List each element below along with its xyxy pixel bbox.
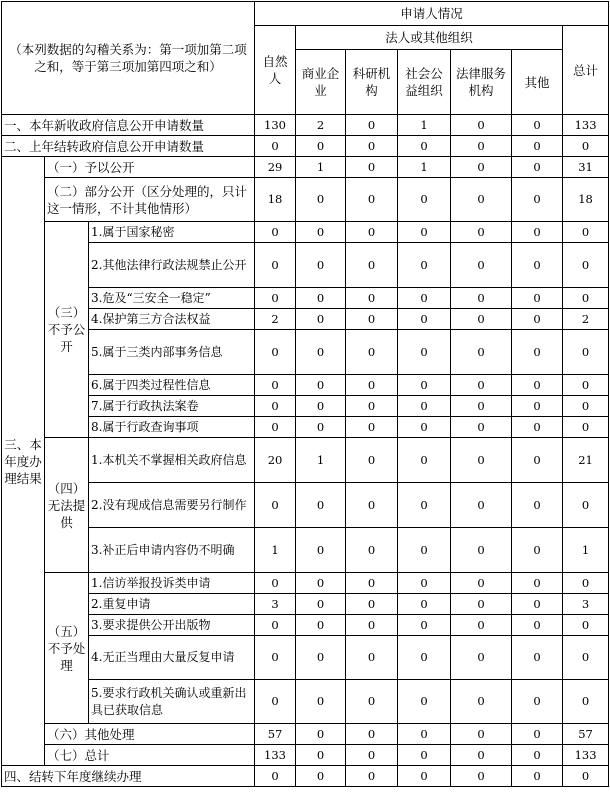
group-5-label: （五）不予处理: [45, 573, 89, 724]
value-cell: 0: [296, 483, 346, 528]
table-row: [2, 745, 609, 766]
value-cell: 0: [563, 136, 609, 157]
value-cell: 0: [512, 136, 563, 157]
group-3-label: （三）不予公开: [45, 222, 89, 438]
row-label: 1.属于国家秘密: [89, 222, 255, 243]
value-cell: 0: [296, 528, 346, 573]
row-label: 1.本机关不掌握相关政府信息: [89, 438, 255, 483]
value-cell: 0: [451, 594, 512, 615]
value-cell: 0: [563, 417, 609, 438]
value-cell: 0: [398, 309, 451, 330]
value-cell: 0: [512, 724, 563, 745]
value-cell: 0: [255, 136, 296, 157]
table-row: [2, 417, 609, 438]
value-cell: 0: [398, 766, 451, 787]
row-label: 3.要求提供公开出版物: [89, 615, 255, 636]
table-row: [2, 222, 609, 243]
value-cell: 0: [398, 375, 451, 396]
value-cell: 0: [563, 222, 609, 243]
value-cell: 0: [296, 330, 346, 375]
value-cell: 0: [296, 243, 346, 288]
value-cell: 0: [512, 288, 563, 309]
value-cell: 0: [255, 680, 296, 724]
value-cell: 21: [563, 438, 609, 483]
table-row: [2, 528, 609, 573]
header-applicant-situation: 申请人情况: [255, 2, 609, 26]
value-cell: 0: [296, 680, 346, 724]
value-cell: 0: [451, 438, 512, 483]
value-cell: 57: [563, 724, 609, 745]
value-cell: 0: [346, 724, 398, 745]
value-cell: 0: [346, 483, 398, 528]
value-cell: 133: [255, 745, 296, 766]
value-cell: 0: [346, 136, 398, 157]
value-cell: 0: [346, 573, 398, 594]
value-cell: 0: [451, 178, 512, 222]
value-cell: 0: [296, 136, 346, 157]
value-cell: 0: [255, 330, 296, 375]
header-col-legal-service: 法律服务机构: [451, 50, 512, 115]
value-cell: 1: [398, 157, 451, 178]
table-row: [2, 680, 609, 724]
value-cell: 0: [512, 766, 563, 787]
header-total: 总计: [563, 26, 609, 115]
value-cell: 0: [563, 615, 609, 636]
table-row: [2, 396, 609, 417]
value-cell: 133: [563, 115, 609, 136]
table-row: [2, 636, 609, 680]
value-cell: 2: [255, 309, 296, 330]
value-cell: 0: [255, 766, 296, 787]
value-cell: 0: [512, 243, 563, 288]
row-label: 5.属于三类内部事务信息: [89, 330, 255, 375]
value-cell: 0: [398, 243, 451, 288]
value-cell: 0: [512, 573, 563, 594]
value-cell: 0: [512, 528, 563, 573]
row-label: 4.无正当理由大量反复申请: [89, 636, 255, 680]
value-cell: 0: [398, 573, 451, 594]
value-cell: 0: [255, 222, 296, 243]
row-label: （七）总计: [45, 745, 255, 766]
section-3-label: 三、本年度办理结果: [2, 157, 45, 766]
value-cell: 0: [563, 680, 609, 724]
row-label: 5.要求行政机关确认或重新出具已获取信息: [89, 680, 255, 724]
value-cell: 0: [451, 417, 512, 438]
value-cell: 18: [255, 178, 296, 222]
value-cell: 0: [255, 636, 296, 680]
value-cell: 0: [346, 417, 398, 438]
value-cell: 0: [398, 417, 451, 438]
value-cell: 0: [451, 766, 512, 787]
row-label: 2.其他法律行政法规禁止公开: [89, 243, 255, 288]
row-label: 二、上年结转政府信息公开申请数量: [2, 136, 255, 157]
value-cell: 31: [563, 157, 609, 178]
value-cell: 0: [451, 115, 512, 136]
value-cell: 0: [398, 594, 451, 615]
value-cell: 0: [296, 309, 346, 330]
value-cell: 18: [563, 178, 609, 222]
value-cell: 0: [512, 222, 563, 243]
value-cell: 29: [255, 157, 296, 178]
value-cell: 0: [451, 724, 512, 745]
row-label: 一、本年新收政府信息公开申请数量: [2, 115, 255, 136]
value-cell: 0: [512, 396, 563, 417]
value-cell: 0: [512, 483, 563, 528]
row-label: 1.信访举报投诉类申请: [89, 573, 255, 594]
value-cell: 0: [346, 680, 398, 724]
value-cell: 0: [398, 615, 451, 636]
value-cell: 0: [451, 222, 512, 243]
value-cell: 0: [296, 288, 346, 309]
value-cell: 0: [451, 375, 512, 396]
header-col-other: 其他: [512, 50, 563, 115]
value-cell: 0: [398, 288, 451, 309]
value-cell: 0: [346, 438, 398, 483]
value-cell: 1: [563, 528, 609, 573]
header-col-public-welfare: 社会公益组织: [398, 50, 451, 115]
value-cell: 0: [451, 615, 512, 636]
value-cell: 0: [451, 680, 512, 724]
value-cell: 0: [346, 745, 398, 766]
value-cell: 0: [296, 766, 346, 787]
header-col-research: 科研机构: [346, 50, 398, 115]
group-4-label: （四）无法提供: [45, 438, 89, 573]
value-cell: 0: [346, 243, 398, 288]
row-label: 7.属于行政执法案卷: [89, 396, 255, 417]
value-cell: 0: [563, 330, 609, 375]
row-label: 2.重复申请: [89, 594, 255, 615]
value-cell: 57: [255, 724, 296, 745]
value-cell: 20: [255, 438, 296, 483]
value-cell: 2: [296, 115, 346, 136]
value-cell: 0: [255, 375, 296, 396]
value-cell: 0: [398, 745, 451, 766]
value-cell: 0: [255, 396, 296, 417]
value-cell: 0: [255, 573, 296, 594]
value-cell: 0: [296, 724, 346, 745]
value-cell: 0: [398, 330, 451, 375]
value-cell: 0: [255, 615, 296, 636]
value-cell: 0: [451, 243, 512, 288]
table-row: [2, 724, 609, 745]
value-cell: 0: [346, 222, 398, 243]
value-cell: 0: [346, 594, 398, 615]
value-cell: 0: [563, 288, 609, 309]
value-cell: 0: [346, 636, 398, 680]
value-cell: 0: [296, 594, 346, 615]
value-cell: 0: [296, 615, 346, 636]
value-cell: 0: [346, 528, 398, 573]
value-cell: 0: [563, 766, 609, 787]
value-cell: 0: [398, 483, 451, 528]
value-cell: 0: [255, 483, 296, 528]
value-cell: 0: [398, 178, 451, 222]
value-cell: 0: [398, 724, 451, 745]
row-label: 3.危及“三安全一稳定”: [89, 288, 255, 309]
value-cell: 0: [346, 115, 398, 136]
value-cell: 0: [451, 636, 512, 680]
value-cell: 0: [512, 178, 563, 222]
value-cell: 0: [346, 157, 398, 178]
value-cell: 0: [512, 309, 563, 330]
value-cell: 0: [346, 288, 398, 309]
row-label: 6.属于四类过程性信息: [89, 375, 255, 396]
value-cell: 0: [296, 396, 346, 417]
value-cell: 0: [563, 396, 609, 417]
table-row: [2, 136, 609, 157]
value-cell: 0: [512, 745, 563, 766]
value-cell: 0: [296, 745, 346, 766]
row-label: （六）其他处理: [45, 724, 255, 745]
value-cell: 0: [451, 157, 512, 178]
table-row: [2, 115, 609, 136]
value-cell: 0: [296, 636, 346, 680]
value-cell: 0: [398, 636, 451, 680]
value-cell: 0: [512, 330, 563, 375]
value-cell: 0: [512, 438, 563, 483]
value-cell: 0: [451, 396, 512, 417]
value-cell: 0: [296, 178, 346, 222]
value-cell: 0: [563, 636, 609, 680]
value-cell: 130: [255, 115, 296, 136]
value-cell: 1: [398, 115, 451, 136]
row-label: 四、结转下年度继续办理: [2, 766, 255, 787]
table-row: [2, 766, 609, 787]
value-cell: 0: [296, 222, 346, 243]
value-cell: 0: [346, 615, 398, 636]
value-cell: 3: [563, 594, 609, 615]
value-cell: 0: [451, 288, 512, 309]
value-cell: 0: [451, 483, 512, 528]
value-cell: 0: [512, 636, 563, 680]
value-cell: 0: [512, 615, 563, 636]
value-cell: 3: [255, 594, 296, 615]
value-cell: 2: [563, 309, 609, 330]
table-row: [2, 157, 609, 178]
value-cell: 0: [451, 745, 512, 766]
table-row: [2, 615, 609, 636]
value-cell: 0: [346, 766, 398, 787]
value-cell: 1: [255, 528, 296, 573]
value-cell: 0: [451, 573, 512, 594]
value-cell: 133: [563, 745, 609, 766]
table-row: [2, 375, 609, 396]
table-row: [2, 178, 609, 222]
table-row: [2, 288, 609, 309]
value-cell: 0: [398, 136, 451, 157]
table-row: [2, 483, 609, 528]
row-label: （二）部分公开（区分处理的，只计这一情形，不计其他情形）: [45, 178, 255, 222]
value-cell: 0: [296, 573, 346, 594]
value-cell: 0: [296, 375, 346, 396]
value-cell: 0: [563, 375, 609, 396]
value-cell: 1: [296, 157, 346, 178]
value-cell: 0: [296, 417, 346, 438]
value-cell: 0: [346, 375, 398, 396]
table-row: [2, 330, 609, 375]
value-cell: 0: [563, 243, 609, 288]
value-cell: 0: [398, 396, 451, 417]
value-cell: 0: [398, 528, 451, 573]
header-col-business: 商业企业: [296, 50, 346, 115]
value-cell: 0: [346, 178, 398, 222]
value-cell: 0: [512, 375, 563, 396]
table-row: [2, 573, 609, 594]
value-cell: 0: [255, 417, 296, 438]
row-label: 2.没有现成信息需要另行制作: [89, 483, 255, 528]
table-row: [2, 594, 609, 615]
value-cell: 0: [451, 309, 512, 330]
value-cell: 0: [563, 573, 609, 594]
value-cell: 0: [512, 115, 563, 136]
value-cell: 0: [512, 594, 563, 615]
row-label: 8.属于行政查询事项: [89, 417, 255, 438]
value-cell: 0: [451, 136, 512, 157]
header-note: （本列数据的勾稽关系为：第一项加第二项之和，等于第三项加第四项之和）: [2, 2, 255, 115]
value-cell: 1: [296, 438, 346, 483]
value-cell: 0: [451, 528, 512, 573]
row-label: （一）予以公开: [45, 157, 255, 178]
value-cell: 0: [398, 680, 451, 724]
header-natural-person: 自然人: [255, 26, 296, 115]
value-cell: 0: [563, 483, 609, 528]
value-cell: 0: [346, 309, 398, 330]
value-cell: 0: [512, 680, 563, 724]
row-label: 3.补正后申请内容仍不明确: [89, 528, 255, 573]
value-cell: 0: [398, 222, 451, 243]
value-cell: 0: [398, 438, 451, 483]
row-label: 4.保护第三方合法权益: [89, 309, 255, 330]
value-cell: 0: [512, 157, 563, 178]
value-cell: 0: [451, 330, 512, 375]
table-row: [2, 243, 609, 288]
gov-info-disclosure-table: [1, 1, 609, 787]
value-cell: 0: [346, 396, 398, 417]
header-legal-group: 法人或其他组织: [296, 26, 563, 50]
value-cell: 0: [512, 417, 563, 438]
value-cell: 0: [255, 288, 296, 309]
table-row: [2, 438, 609, 483]
value-cell: 0: [255, 243, 296, 288]
table-row: [2, 309, 609, 330]
value-cell: 0: [346, 330, 398, 375]
